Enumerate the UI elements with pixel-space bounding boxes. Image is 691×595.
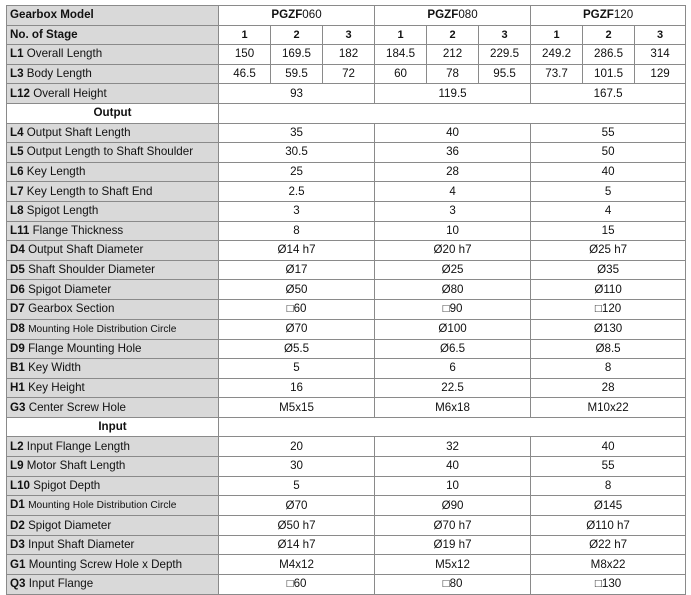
value-cell: 6 — [375, 359, 531, 379]
row-label-text: Motor Shaft Length — [26, 459, 126, 473]
value-cell: 55 — [531, 457, 686, 477]
value-cell: 40 — [375, 123, 531, 143]
value-cell: 2.5 — [219, 182, 375, 202]
value-cell: 8 — [531, 359, 686, 379]
stage-cell: 2 — [427, 25, 479, 45]
value-cell: 4 — [375, 182, 531, 202]
row-code: G1 — [10, 557, 26, 571]
row-code: L3 — [10, 67, 24, 81]
table-row — [7, 359, 686, 379]
row-code: L7 — [10, 184, 24, 198]
stage-label: No. of Stage — [7, 25, 219, 45]
value-cell: 35 — [219, 123, 375, 143]
row-label — [7, 457, 219, 477]
row-code: B1 — [10, 361, 25, 375]
row-label — [7, 398, 219, 418]
row-label-text: Key Length to Shaft End — [26, 184, 153, 198]
row-code: L11 — [10, 223, 30, 237]
value-cell: 93 — [219, 84, 375, 104]
row-code: D5 — [10, 263, 25, 277]
value-cell: Ø50 — [219, 280, 375, 300]
row-label — [7, 221, 219, 241]
value-cell: □80 — [375, 575, 531, 595]
row-code: L1 — [10, 47, 24, 61]
row-label — [7, 378, 219, 398]
table-row — [7, 339, 686, 359]
table-row — [7, 457, 686, 477]
row-label-text: Spigot Depth — [33, 478, 101, 492]
row-label-text: Center Screw Hole — [28, 400, 126, 414]
row-code: L5 — [10, 145, 24, 159]
stage-cell: 2 — [271, 25, 323, 45]
row-label — [7, 143, 219, 163]
row-label — [7, 496, 219, 516]
value-cell: 3 — [219, 201, 375, 221]
value-cell: 184.5 — [375, 45, 427, 65]
row-label-text: Output Length to Shaft Shoulder — [26, 145, 194, 159]
row-code: D8 — [10, 321, 25, 335]
table-row — [7, 437, 686, 457]
value-cell: Ø6.5 — [375, 339, 531, 359]
table-row — [7, 45, 686, 65]
row-code: Q3 — [10, 577, 26, 591]
row-code: L12 — [10, 86, 30, 100]
row-label — [7, 182, 219, 202]
value-cell: 30 — [219, 457, 375, 477]
value-cell: M8x22 — [531, 555, 686, 575]
value-cell: 40 — [531, 162, 686, 182]
value-cell: Ø100 — [375, 319, 531, 339]
value-cell: 167.5 — [531, 84, 686, 104]
row-label-text: Mounting Hole Distribution Circle — [28, 500, 177, 512]
table-row — [7, 319, 686, 339]
row-label-text: Output Shaft Length — [26, 125, 131, 139]
stage-cell: 1 — [219, 25, 271, 45]
value-cell: Ø70 — [219, 496, 375, 516]
row-label — [7, 359, 219, 379]
table-row — [7, 123, 686, 143]
row-label — [7, 339, 219, 359]
stage-header-row — [7, 25, 686, 45]
value-cell: 22.5 — [375, 378, 531, 398]
table-row — [7, 378, 686, 398]
row-label-text: Overall Height — [33, 86, 107, 100]
row-label — [7, 516, 219, 536]
row-label — [7, 162, 219, 182]
stage-cell: 1 — [375, 25, 427, 45]
table-row — [7, 299, 686, 319]
value-cell: 73.7 — [531, 64, 583, 84]
row-label-text: Output Shaft Diameter — [28, 243, 144, 257]
row-label-text: Flange Mounting Hole — [28, 341, 142, 355]
value-cell: 314 — [635, 45, 686, 65]
section-blank — [219, 417, 686, 437]
value-cell: Ø17 — [219, 260, 375, 280]
row-code: G3 — [10, 400, 26, 414]
row-label — [7, 84, 219, 104]
row-label — [7, 476, 219, 496]
section-row — [7, 103, 686, 123]
table-row — [7, 398, 686, 418]
value-cell: Ø50 h7 — [219, 516, 375, 536]
table-row — [7, 575, 686, 595]
table-row — [7, 476, 686, 496]
table-row — [7, 241, 686, 261]
value-cell: Ø90 — [375, 496, 531, 516]
value-cell: Ø70 — [219, 319, 375, 339]
value-cell: 229.5 — [479, 45, 531, 65]
row-label-text: Key Width — [28, 361, 81, 375]
value-cell: □60 — [219, 299, 375, 319]
gearbox-model-label: Gearbox Model — [7, 6, 219, 26]
row-code: D9 — [10, 341, 25, 355]
value-cell: 28 — [531, 378, 686, 398]
row-label — [7, 437, 219, 457]
value-cell: □60 — [219, 575, 375, 595]
table-row — [7, 280, 686, 300]
table-row — [7, 162, 686, 182]
value-cell: 55 — [531, 123, 686, 143]
stage-cell: 3 — [323, 25, 375, 45]
table-row — [7, 535, 686, 555]
value-cell: 40 — [375, 457, 531, 477]
value-cell: 8 — [531, 476, 686, 496]
row-code: H1 — [10, 380, 25, 394]
row-label-text: Spigot Length — [26, 204, 99, 218]
stage-cell: 3 — [635, 25, 686, 45]
row-label-text: Key Length — [26, 165, 86, 179]
row-label — [7, 64, 219, 84]
table-row — [7, 143, 686, 163]
row-label-text: Spigot Diameter — [28, 282, 112, 296]
table-row — [7, 555, 686, 575]
row-label-text: Body Length — [26, 67, 92, 81]
row-label-text: Mounting Screw Hole x Depth — [28, 557, 183, 571]
row-label-text: Input Flange Length — [26, 439, 130, 453]
value-cell: 5 — [219, 476, 375, 496]
value-cell: 50 — [531, 143, 686, 163]
value-cell: 10 — [375, 476, 531, 496]
value-cell: 129 — [635, 64, 686, 84]
row-label — [7, 45, 219, 65]
value-cell: 72 — [323, 64, 375, 84]
row-label-text: Shaft Shoulder Diameter — [28, 263, 156, 277]
value-cell: 36 — [375, 143, 531, 163]
stage-cell: 3 — [479, 25, 531, 45]
value-cell: 60 — [375, 64, 427, 84]
value-cell: Ø19 h7 — [375, 535, 531, 555]
value-cell: 249.2 — [531, 45, 583, 65]
value-cell: Ø25 h7 — [531, 241, 686, 261]
row-code: L9 — [10, 459, 24, 473]
row-label — [7, 260, 219, 280]
row-code: D3 — [10, 538, 25, 552]
value-cell: Ø8.5 — [531, 339, 686, 359]
value-cell: 16 — [219, 378, 375, 398]
value-cell: 10 — [375, 221, 531, 241]
row-label — [7, 319, 219, 339]
table-row — [7, 182, 686, 202]
value-cell: M5x15 — [219, 398, 375, 418]
value-cell: 78 — [427, 64, 479, 84]
row-code: L10 — [10, 478, 30, 492]
value-cell: 8 — [219, 221, 375, 241]
model-pgzf120: PGZF120 — [531, 6, 686, 26]
section-title: Input — [7, 417, 219, 437]
row-label-text: Input Shaft Diameter — [28, 538, 135, 552]
table-row — [7, 201, 686, 221]
gearbox-spec-table — [6, 5, 686, 595]
value-cell: 32 — [375, 437, 531, 457]
value-cell: 59.5 — [271, 64, 323, 84]
row-code: D1 — [10, 498, 25, 512]
value-cell: 169.5 — [271, 45, 323, 65]
table-row — [7, 260, 686, 280]
row-label-text: Spigot Diameter — [28, 518, 112, 532]
row-label-text: Overall Length — [26, 47, 103, 61]
stage-cell: 2 — [583, 25, 635, 45]
row-code: D4 — [10, 243, 25, 257]
value-cell: 46.5 — [219, 64, 271, 84]
value-cell: M5x12 — [375, 555, 531, 575]
value-cell: Ø130 — [531, 319, 686, 339]
table-row — [7, 516, 686, 536]
value-cell: Ø110 — [531, 280, 686, 300]
value-cell: 30.5 — [219, 143, 375, 163]
section-title: Output — [7, 103, 219, 123]
value-cell: □120 — [531, 299, 686, 319]
value-cell: 95.5 — [479, 64, 531, 84]
value-cell: 182 — [323, 45, 375, 65]
row-code: D6 — [10, 282, 25, 296]
value-cell: 5 — [219, 359, 375, 379]
value-cell: Ø35 — [531, 260, 686, 280]
value-cell: 15 — [531, 221, 686, 241]
model-pgzf060: PGZF060 — [219, 6, 375, 26]
value-cell: M10x22 — [531, 398, 686, 418]
value-cell: Ø20 h7 — [375, 241, 531, 261]
value-cell: Ø70 h7 — [375, 516, 531, 536]
row-label-text: Flange Thickness — [32, 223, 124, 237]
table-row — [7, 64, 686, 84]
row-label — [7, 555, 219, 575]
section-blank — [219, 103, 686, 123]
row-code: L2 — [10, 439, 24, 453]
row-label-text: Mounting Hole Distribution Circle — [28, 323, 177, 335]
value-cell: M6x18 — [375, 398, 531, 418]
row-code: L4 — [10, 125, 24, 139]
row-label — [7, 123, 219, 143]
value-cell: 5 — [531, 182, 686, 202]
model-pgzf080: PGZF080 — [375, 6, 531, 26]
stage-cell: 1 — [531, 25, 583, 45]
value-cell: M4x12 — [219, 555, 375, 575]
row-label — [7, 280, 219, 300]
value-cell: Ø14 h7 — [219, 535, 375, 555]
value-cell: 28 — [375, 162, 531, 182]
value-cell: 4 — [531, 201, 686, 221]
value-cell: □130 — [531, 575, 686, 595]
value-cell: 119.5 — [375, 84, 531, 104]
row-code: L8 — [10, 204, 24, 218]
value-cell: 40 — [531, 437, 686, 457]
model-header-row — [7, 6, 686, 26]
value-cell: 101.5 — [583, 64, 635, 84]
row-label — [7, 201, 219, 221]
row-code: D2 — [10, 518, 25, 532]
value-cell: Ø110 h7 — [531, 516, 686, 536]
row-code: L6 — [10, 165, 24, 179]
value-cell: 20 — [219, 437, 375, 457]
value-cell: 286.5 — [583, 45, 635, 65]
value-cell: □90 — [375, 299, 531, 319]
value-cell: Ø25 — [375, 260, 531, 280]
row-label-text: Key Height — [28, 380, 85, 394]
value-cell: 150 — [219, 45, 271, 65]
value-cell: Ø80 — [375, 280, 531, 300]
table-row — [7, 221, 686, 241]
row-code: D7 — [10, 302, 25, 316]
value-cell: 3 — [375, 201, 531, 221]
row-label — [7, 575, 219, 595]
value-cell: Ø14 h7 — [219, 241, 375, 261]
row-label — [7, 241, 219, 261]
table-row — [7, 496, 686, 516]
table-row — [7, 84, 686, 104]
row-label-text: Input Flange — [28, 577, 94, 591]
row-label-text: Gearbox Section — [28, 302, 115, 316]
row-label — [7, 299, 219, 319]
value-cell: Ø5.5 — [219, 339, 375, 359]
value-cell: 25 — [219, 162, 375, 182]
value-cell: 212 — [427, 45, 479, 65]
row-label — [7, 535, 219, 555]
value-cell: Ø145 — [531, 496, 686, 516]
table-body — [7, 6, 686, 595]
value-cell: Ø22 h7 — [531, 535, 686, 555]
section-row — [7, 417, 686, 437]
